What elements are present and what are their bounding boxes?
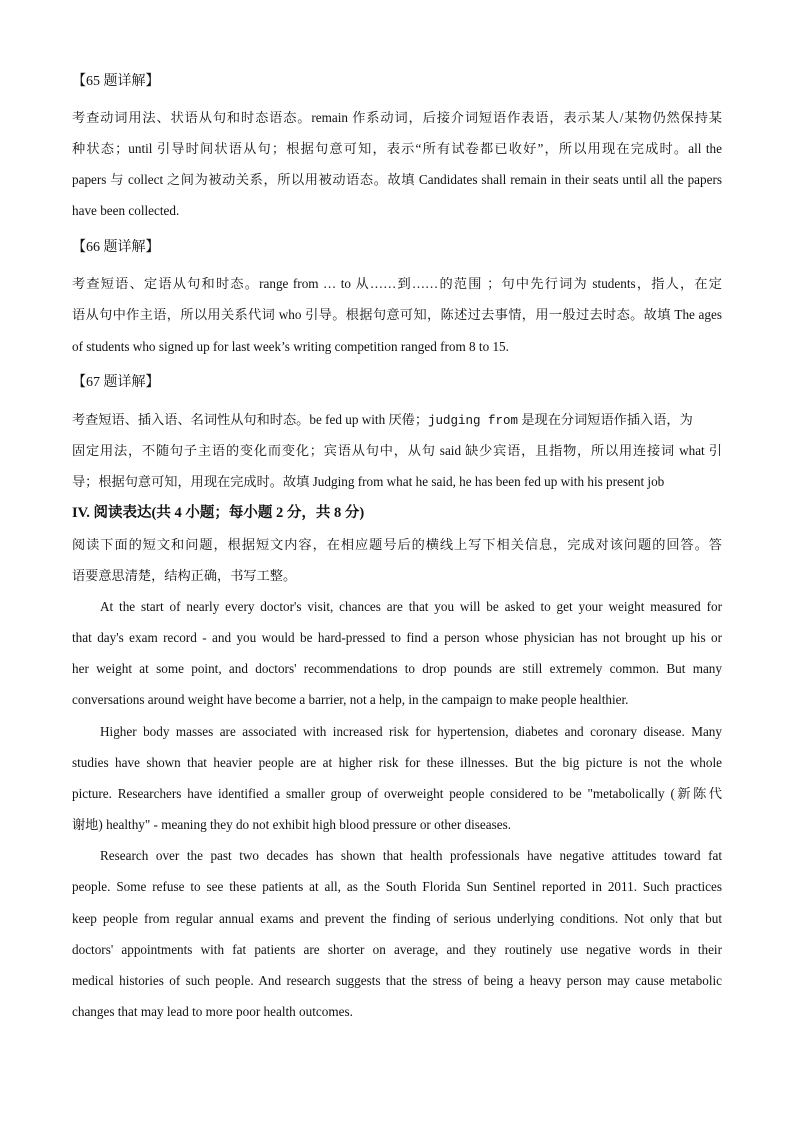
passage-p2-line-4: 谢地) healthy" - meaning they do not exhibit high blood pressure or other diseases. [72, 817, 512, 832]
passage-p1-line-3: her weight at some point, and doctors' recommendations to drop pounds are still extremely common. But many [72, 661, 722, 676]
passage-p3-line-6: changes that may lead to more poor health outcomes. [72, 1004, 353, 1019]
passage-p3-line-1: Research over the past two decades has shown that health professionals have negative attitudes toward fat [100, 848, 722, 863]
section-4-instructions-1: 阅读下面的短文和问题，根据短文内容，在相应题号后的横线上写下相关信息，完成对该问题的回答。答 [72, 537, 722, 552]
q67-line-2: 固定用法，不随句子主语的变化而变化；宾语从句中，从句 said 缺少宾语，且指物，所以用连接词 what 引 [72, 443, 722, 458]
passage-p3-line-3: keep people from regular annual exams and prevent the finding of serious underlying conditions. Not only that but [72, 911, 722, 926]
passage-p2-line-2: studies have shown that heavier people are at higher risk for these illnesses. But the big picture is not the whole [72, 755, 722, 770]
passage-p2-line-3: picture. Researchers have identified a smaller group of overweight people considered to be "metabolically (新陈代 [72, 786, 722, 801]
section-4-instructions-2: 语要意思清楚，结构正确，书写工整。 [72, 568, 297, 583]
passage-p2-line-1: Higher body masses are associated with increased risk for hypertension, diabetes and coronary disease. Many [100, 724, 722, 739]
q67-line-1 [72, 412, 722, 429]
passage-p1-line-2: that day's exam record - and you would be hard-pressed to find a person whose physician has not brought up his or [72, 630, 722, 645]
q65-line-4: have been collected. [72, 203, 180, 218]
q67-line-1-code: judging from [428, 414, 519, 428]
passage-p3-line-2: people. Some refuse to see these patients at all, as the South Florida Sun Sentinel reported in 2011. Such practices [72, 879, 722, 894]
q67-heading: 【67 题详解】 [72, 375, 160, 390]
q67-line-1-pre: 考查短语、插入语、名词性从句和时态。be fed up with 厌倦； [72, 412, 429, 427]
passage-p3-line-5: medical histories of such people. And research suggests that the stress of being a heavy person may cause metabolic [72, 973, 722, 988]
q65-line-1: 考查动词用法、状语从句和时态语态。remain 作系动词，后接介词短语作表语，表示某人/某物仍然保持某 [72, 110, 722, 125]
passage-p1-line-1: At the start of nearly every doctor's visit, chances are that you will be asked to get your weight measured for [100, 599, 722, 614]
passage-p3-line-4: doctors' appointments with fat patients are shorter on average, and they routinely use negative words in their [72, 942, 722, 957]
q65-line-3: papers 与 collect 之间为被动关系，所以用被动语态。故填 Candidates shall remain in their seats until all the papers [72, 172, 722, 187]
q65-line-2: 种状态；until 引导时间状语从句；根据句意可知，表示“所有试卷都已收好”，所以用现在完成时。all the [72, 141, 722, 156]
q66-heading: 【66 题详解】 [72, 240, 160, 255]
q66-line-2: 语从句中作主语，所以用关系代词 who 引导。根据句意可知，陈述过去事情，用一般过去时态。故填 The ages [72, 307, 722, 322]
q67-line-3: 导；根据句意可知，用现在完成时。故填 Judging from what he said, he has been fed up with his present job [72, 474, 665, 489]
section-4-title: IV. 阅读表达(共 4 小题；每小题 2 分，共 8 分) [72, 505, 365, 521]
q65-heading: 【65 题详解】 [72, 74, 160, 89]
q67-line-1-post: 是现在分词短语作插入语，为 [518, 412, 693, 427]
passage-p1-line-4: conversations around weight have become a barrier, not a help, in the campaign to make people healthier. [72, 692, 629, 707]
q66-line-3: of students who signed up for last week’s writing competition ranged from 8 to 15. [72, 339, 509, 354]
q66-line-1: 考查短语、定语从句和时态。range from … to 从……到……的范围 ；句中先行词为 students，指人，在定 [72, 276, 722, 291]
